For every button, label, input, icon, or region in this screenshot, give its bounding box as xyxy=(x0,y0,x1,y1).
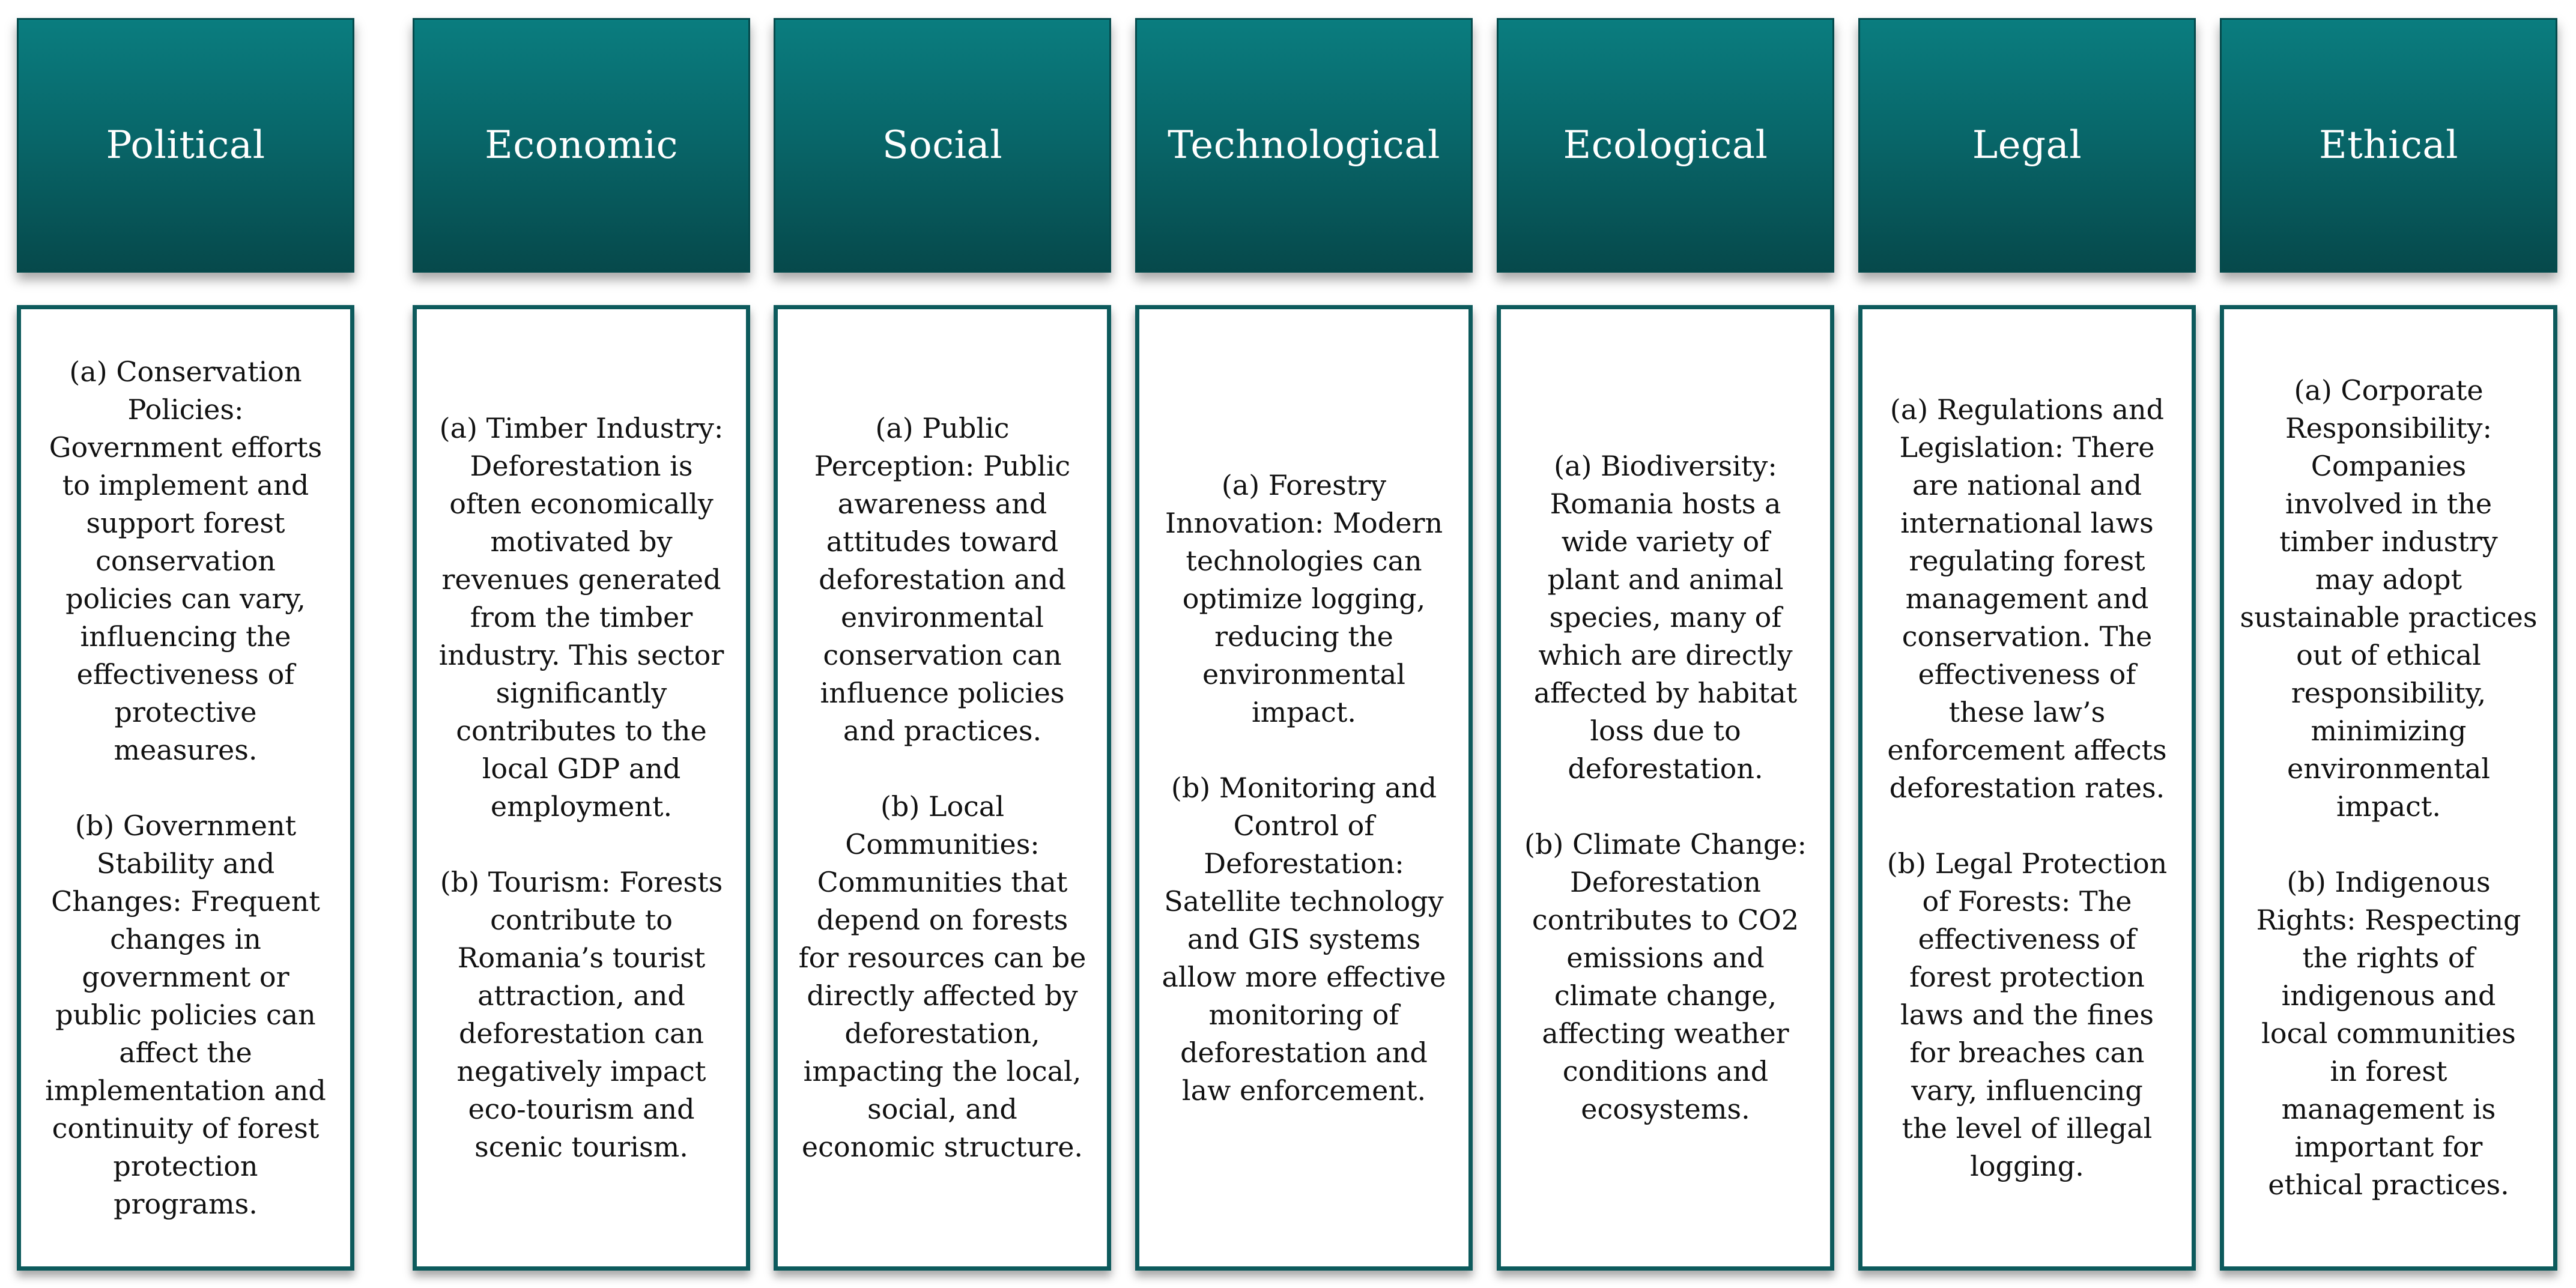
item-political-b: (b) Government Stability and Changes: Frequent changes in government or public policies can affect the implementation and continuity of forest protection programs. xyxy=(45,809,326,1220)
column-legal xyxy=(1858,0,2196,1288)
header-social: Social xyxy=(774,18,1111,273)
column-political xyxy=(17,0,354,1288)
header-technological: Technological xyxy=(1135,18,1473,273)
content-legal xyxy=(1858,305,2196,1271)
item-economic-b: (b) Tourism: Forests contribute to Romania’s tourist attraction, and deforestation can negatively impact eco-tourism and scenic tourism. xyxy=(440,866,723,1163)
item-ethical-a: (a) Corporate Responsibility: Companies involved in the timber industry may adopt sustainable practices out of ethical responsibility, minimizing environmental impact. xyxy=(2240,374,2538,823)
item-ecological-b: (b) Climate Change: Deforestation contributes to CO2 emissions and climate change, affecting weather conditions and ecosystems. xyxy=(1524,828,1807,1125)
column-ecological xyxy=(1497,0,1834,1288)
item-ecological-a: (a) Biodiversity: Romania hosts a wide variety of plant and animal species, many of which are directly affected by habitat loss due to deforestation. xyxy=(1533,450,1798,785)
item-ethical-b: (b) Indigenous Rights: Respecting the rights of indigenous and local communities in forest management is important for ethical practices. xyxy=(2256,866,2521,1201)
header-economic: Economic xyxy=(413,18,750,273)
column-technological xyxy=(1135,0,1473,1288)
column-social xyxy=(774,0,1111,1288)
header-ecological: Ecological xyxy=(1497,18,1834,273)
content-political xyxy=(17,305,354,1271)
item-legal-a: (a) Regulations and Legislation: There are national and international laws regulating forest management and conservation. The effectiveness of these law’s enforcement affects deforestation rates. xyxy=(1887,393,2167,804)
content-social xyxy=(774,305,1111,1271)
column-ethical xyxy=(2220,0,2557,1288)
header-political: Political xyxy=(17,18,354,273)
item-social-a: (a) Public Perception: Public awareness and attitudes toward deforestation and environmental conservation can influence policies and practices. xyxy=(814,412,1071,747)
header-ethical: Ethical xyxy=(2220,18,2557,273)
item-economic-a: (a) Timber Industry: Deforestation is often economically motivated by revenues generated from the timber industry. This sector significantly contributes to the local GDP and employment. xyxy=(438,412,724,823)
content-ecological xyxy=(1497,305,1834,1271)
content-technological xyxy=(1135,305,1473,1271)
content-ethical xyxy=(2220,305,2557,1271)
item-technological-a: (a) Forestry Innovation: Modern technologies can optimize logging, reducing the environmental impact. xyxy=(1165,468,1443,728)
item-political-a: (a) Conservation Policies: Government efforts to implement and support forest conservation policies can vary, influencing the effectiveness of protective measures. xyxy=(49,355,323,766)
header-legal: Legal xyxy=(1858,18,2196,273)
content-economic xyxy=(413,305,750,1271)
item-technological-b: (b) Monitoring and Control of Deforestation: Satellite technology and GIS systems allow more effective monitoring of deforestation and law enforcement. xyxy=(1162,771,1446,1107)
column-economic xyxy=(413,0,750,1288)
item-social-b: (b) Local Communities: Communities that depend on forests for resources can be directly affected by deforestation, impacting the local, social, and economic structure. xyxy=(798,790,1086,1163)
item-legal-b: (b) Legal Protection of Forests: The effectiveness of forest protection laws and the fines for breaches can vary, influencing the level of illegal logging. xyxy=(1887,847,2168,1182)
